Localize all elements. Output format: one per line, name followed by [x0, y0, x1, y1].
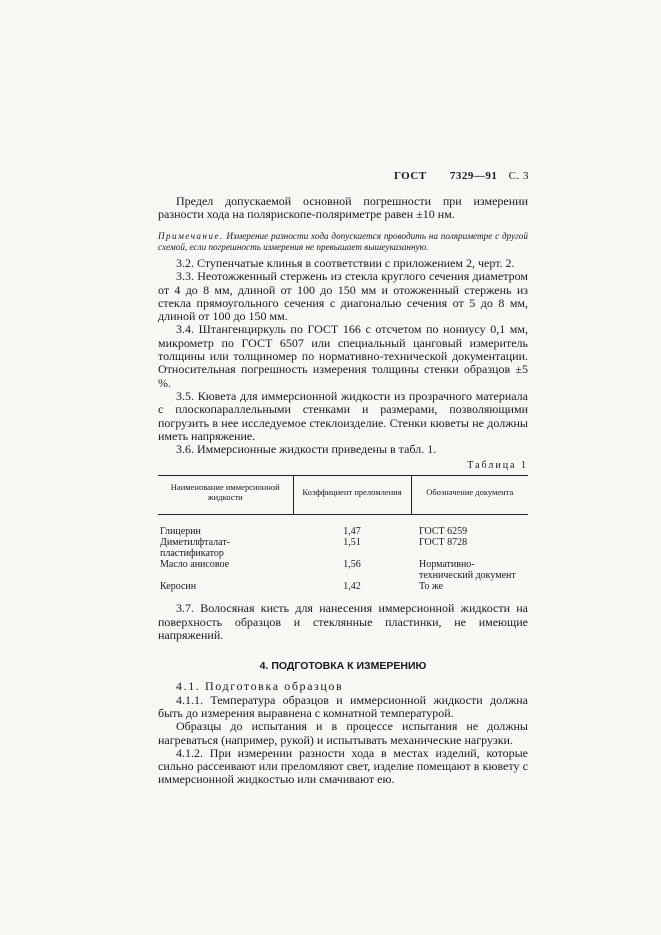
- immersion-liquids-table: [158, 475, 528, 592]
- paragraph-3-7: 3.7. Волосяная кисть для нанесения иммерсионной жидкости на поверхность образцов и стеклянные пластинки, не имеющие напряжений.: [158, 601, 528, 643]
- paragraph-error-limit: Предел допускаемой основной погрешности при измерении разности хода на полярископе-поляриметре равен ±10 нм.: [158, 194, 528, 222]
- paragraph-3-6: 3.6. Иммерсионные жидкости приведены в табл. 1.: [176, 442, 437, 457]
- liquid-name: Диметилфталат-пластификатор: [160, 537, 231, 560]
- header-number: 7329—91: [449, 170, 498, 182]
- refractive-index: 1,47: [343, 526, 361, 538]
- header-gost: ГОСТ: [393, 170, 427, 182]
- paragraph-3-5: 3.5. Кювета для иммерсионной жидкости из прозрачного материала с плоскопараллельными стенками и размерами, позволяющими погрузить в нее исследуемое стеклоизделие. Стенки кюветы не должны иметь напряжение.: [158, 388, 528, 443]
- refractive-index: 1,51: [343, 537, 361, 549]
- subsection-heading: 4.1. Подготовка образцов: [176, 679, 344, 694]
- section-heading: 4. ПОДГОТОВКА К ИЗМЕРЕНИЮ: [259, 660, 427, 673]
- table-row: [158, 515, 528, 538]
- liquid-name: Керосин: [160, 581, 197, 593]
- document-ref: Нормативно-технический документ: [419, 559, 516, 582]
- liquid-name: Масло анисовое: [160, 559, 230, 571]
- paragraph-4-1-2: 4.1.2. При измерении разности хода в местах изделий, которые сильно рассеивают или преломляют свет, изделие помещают в кювету с иммерсионной жидкостью или смачивают ею.: [158, 745, 528, 787]
- document-ref: ГОСТ 6259: [419, 526, 468, 538]
- table-header-doc: Обозначение документа: [411, 476, 528, 515]
- paragraph-4-1-1: 4.1.1. Температура образцов и иммерсионной жидкости должна быть до измерения выравнена с комнатной температурой.: [158, 692, 528, 720]
- liquid-name: Глицерин: [160, 526, 201, 538]
- paragraph-3-2: 3.2. Ступенчатые клинья в соответствии с приложением 2, черт. 2.: [176, 256, 515, 270]
- paragraph-3-4: 3.4. Штангенциркуль по ГОСТ 166 с отсчетом по нониусу 0,1 мм, микрометр по ГОСТ 6507 или специальный цанговый измеритель толщины или толщиномер по нормативно-технической документации. Относительная погрешность измерения толщины стенки образцов ±5 %.: [158, 322, 528, 390]
- page-header: [394, 170, 529, 182]
- refractive-index: 1,42: [343, 581, 361, 593]
- refractive-index: 1,56: [343, 559, 361, 571]
- note: [158, 231, 528, 253]
- note-label: Примечание.: [158, 230, 224, 241]
- table-caption: Таблица 1: [467, 460, 528, 472]
- table-header-index: Коэффициент преломления: [293, 476, 411, 515]
- table-row: [158, 537, 528, 559]
- header-page: С. 3: [508, 170, 529, 182]
- document-ref: ГОСТ 8728: [419, 537, 468, 549]
- table-row: [158, 559, 528, 581]
- paragraph-4-1-1-b: Образцы до испытания и в процессе испытания не должны нагреваться (например, рукой) и испытывать механические нагрузки.: [158, 719, 528, 747]
- table-header-name: Наименование иммерсионной жидкости: [158, 476, 293, 515]
- note-text: Измерение разности хода допускается проводить на поляриметре с другой схемой, если погрешность измерения не превышает вышеуказанную.: [158, 230, 528, 252]
- table-row: [158, 581, 528, 592]
- document-ref: То же: [419, 581, 444, 593]
- paragraph-3-3: 3.3. Неотожженный стержень из стекла круглого сечения диаметром от 4 до 8 мм, длиной от 100 до 150 мм и отожженный стержень из стекла прямоугольного сечения с диагональю сечения от 5 до 8 мм, длиной от 100 до 150 мм.: [158, 269, 528, 324]
- document-body: [158, 195, 528, 787]
